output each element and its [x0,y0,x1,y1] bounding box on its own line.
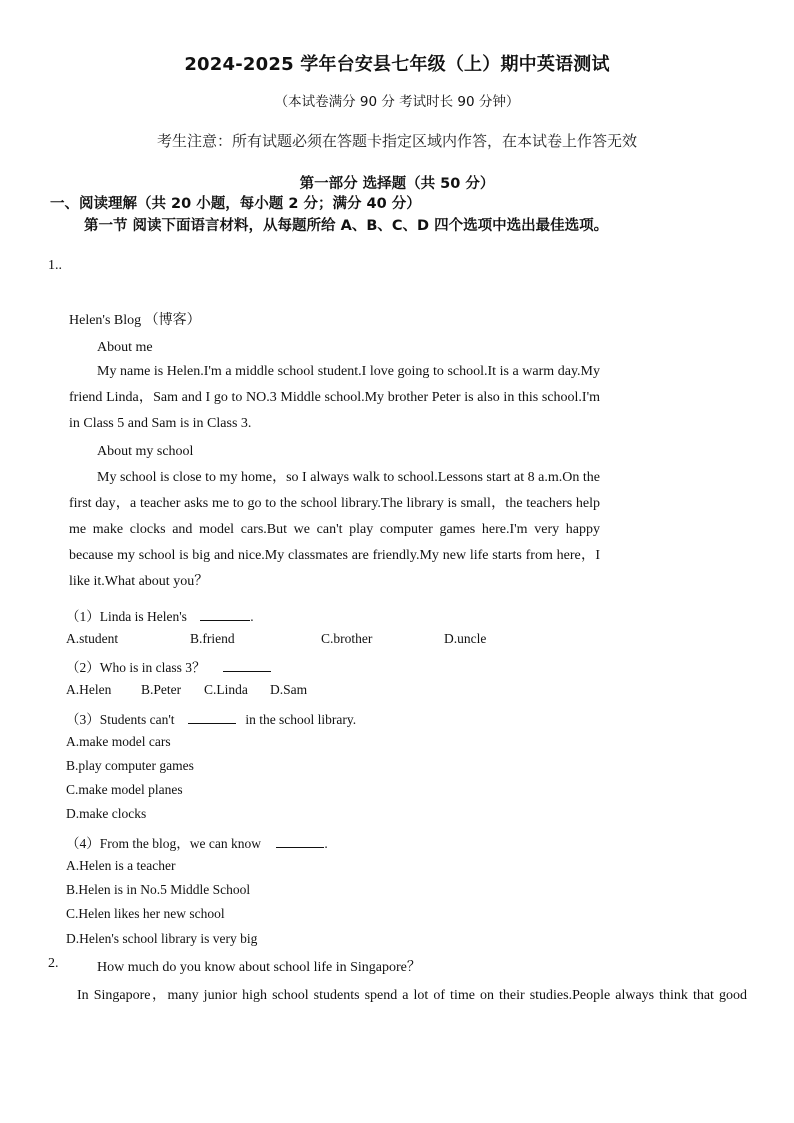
sub-question-3-stem: （3）Students can't [66,712,175,727]
sub-question-3-end: in the school library. [245,712,357,727]
option-d[interactable]: D.Helen's school library is very big [66,931,258,946]
sub-question-2-stem: （2）Who is in class 3？ [66,660,206,675]
about-school-text: My school is close to my home，so I always walk to school.Lessons start at 8 a.m.On the first day，a teacher asks me to go to the school library.The library is small，the teachers help me make clocks and model cars.But we can't play computer games here.I'm very happy because my school is big and nice.My classmates are friendly.My new life starts from here，I like it.What about you？ [69,470,600,589]
about-me-heading: About me [97,340,153,355]
section-instruction: 第一节 阅读下面语言材料，从每题所给 A、B、C、D 四个选项中选出最佳选项。 [84,218,609,234]
answer-blank [200,608,250,621]
sub-question-4-end: . [324,836,328,851]
option-b[interactable]: B.friend [190,631,235,646]
exam-subtitle: （本试卷满分 90 分 考试时长 90 分钟） [274,94,520,110]
about-school-paragraph [69,465,600,595]
sub-question-4-stem: （4）From the blog，we can know [66,836,261,851]
section-heading: 一、阅读理解（共 20 小题，每小题 2 分；满分 40 分） [50,196,421,212]
option-c[interactable]: C.Linda [204,682,248,697]
option-b[interactable]: B.Peter [141,682,182,697]
exam-title: 2024-2025 学年台安县七年级（上）期中英语测试 [184,54,610,75]
sub-question-4 [66,832,328,852]
option-d[interactable]: D.Sam [270,682,308,697]
sub-question-1 [66,605,254,625]
answer-blank [188,711,236,724]
answer-blank [276,835,324,848]
about-school-heading: About my school [97,444,194,459]
option-a[interactable]: A.make model cars [66,734,171,749]
about-me-text: My name is Helen.I'm a middle school student.I love going to school.It is a warm day.My friend Linda，Sam and I go to NO.3 Middle school.My brother Peter is also in this school.I'm in Class 5 and Sam is in Class 3. [69,364,600,431]
question-number: 1.. [48,258,62,273]
question-number: 2. [48,956,59,971]
option-c[interactable]: C.brother [321,631,373,646]
blog-title: Helen's Blog （博客） [69,313,201,328]
option-d[interactable]: D.uncle [444,631,487,646]
option-b[interactable]: B.Helen is in No.5 Middle School [66,882,251,897]
option-c[interactable]: C.Helen likes her new school [66,906,225,921]
option-c[interactable]: C.make model planes [66,782,183,797]
sub-question-1-stem: （1）Linda is Helen's [66,609,187,624]
option-b[interactable]: B.play computer games [66,758,194,773]
exam-notice: 考生注意：所有试题必须在答题卡指定区域内作答，在本试卷上作答无效 [156,132,637,150]
about-me-paragraph [69,359,600,437]
part-heading: 第一部分 选择题（共 50 分） [299,176,495,192]
question-2-text: In Singapore，many junior high school students spend a lot of time on their studies.People always think that good [77,988,747,1003]
question-2-heading: How much do you know about school life in Singapore？ [97,960,421,975]
answer-blank [223,659,271,672]
option-a[interactable]: A.Helen [66,682,112,697]
option-a[interactable]: A.student [66,631,119,646]
sub-question-1-end: . [250,609,254,624]
option-d[interactable]: D.make clocks [66,806,147,821]
option-a[interactable]: A.Helen is a teacher [66,858,176,873]
sub-question-2 [66,656,271,676]
sub-question-3 [66,708,356,728]
